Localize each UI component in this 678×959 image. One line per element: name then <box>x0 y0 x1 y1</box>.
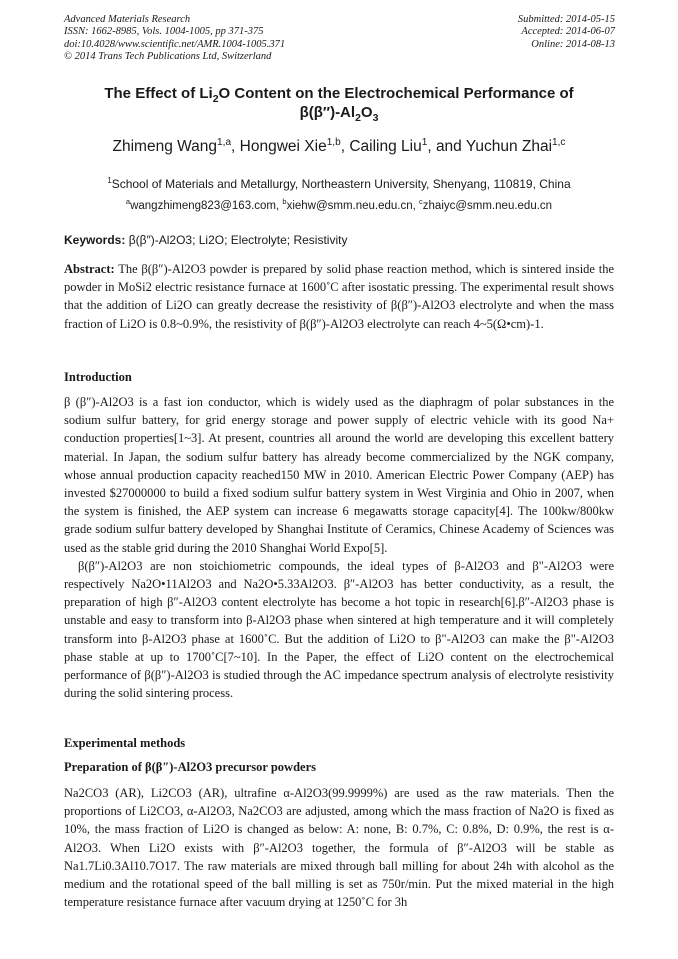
affiliation: $^1$School of Materials and Metallurgy, Northeastern University, Shenyang, 110819, China <box>107 176 571 191</box>
email-link[interactable]: zhaiyc@smm.neu.edu.cn <box>422 200 553 212</box>
issn-line: ISSN: 1662-8985, Vols. 1004-1005, pp 371-375 <box>64 26 264 38</box>
email-link[interactable]: xiehw@smm.neu.edu.cn <box>286 200 413 212</box>
author-list: Zhimeng Wang$^{1,a}$, Hongwei Xie$^{1,b}$, Cailing Liu$^1$, and Yuchun Zhai$^{1,c}$ <box>112 136 566 155</box>
author-emails: $^a$wangzhimeng823@163.com, $^b$xiehw@smm.neu.edu.cn, $^c$zhaiyc@smm.neu.edu.cn <box>125 197 553 212</box>
introduction-body <box>64 393 614 702</box>
paper-title: The Effect of $Li_2O$ Content on the Electrochemical Performance of $\beta(\beta'')-Al_2O_3$ <box>104 85 574 124</box>
journal-header-left <box>64 14 285 63</box>
author: Zhimeng Wang <box>112 138 218 155</box>
experimental-body <box>64 784 614 911</box>
author: Hongwei Xie <box>239 138 327 155</box>
paragraph: β (β″)-Al2O3 is a fast ion conductor, which is widely used as the diaphragm of polar substances in the sodium sulfur battery, for grid energy storage and power supply of electric vehicle with its good Na+ conduction properties[1~3]. At present, countries all around the world are developing this excellent battery material. In Japan, the sodium sulfur battery has already become commercialized by the NGK company, whose annual production capacity reached150 MW in 2010. American Electric Power Company (AEP) has invested $27000000 to build a fixed sodium sulfur battery system in West Virginia and Ohio in 2007, when the system is finished, the AEP system can increase 6 megawatts storage capacity[4]. The 100kw/800kw grade sodium sulfur battery developed by Shanghai Institute of Ceramics, Chinese Academy of Sciences was used as the stable grid during the 2010 Shanghai World Expo[5]. <box>64 395 614 555</box>
keywords <box>64 233 347 247</box>
section-heading-experimental: Experimental methods <box>64 736 186 750</box>
doi-line: doi:10.4028/www.scientific.net/AMR.1004-1005.371 <box>64 38 286 50</box>
author: Cailing Liu <box>349 138 422 155</box>
abstract-text: The β(β″)-Al2O3 powder is prepared by solid phase reaction method, which is sintered inside the powder in MoSi2 electric resistance furnace at 1600˚C after isostatic pressing. The experimental result shows that the addition of Li2O can greatly decrease the resistivity of β(β″)-Al2O3 electrolyte and when the mass fraction of Li2O is 0.8~0.9%, the resistivity of β(β″)-Al2O3 electrolyte can reach 4~5(Ω•cm)-1. <box>64 262 614 331</box>
abstract <box>64 260 614 333</box>
journal-header-right <box>518 14 615 51</box>
paragraph: β(β″)-Al2O3 are non stoichiometric compounds, the ideal types of β-Al2O3 and β"-Al2O3 were respectively Na2O•11Al2O3 and Na2O•5.33Al2O3. β″-Al2O3 has better conductivity, as a result, the preparation of high β″-Al2O3 content electrolyte has become a hot topic in research[6].β″-Al2O3 phase is unstable and easy to transform into β-Al2O3 phase when sintered at high temperature and it will completely transform into β-Al2O3 phase at 1600˚C. But the addition of Li2O to β"-Al2O3 can make the β"-Al2O3 phase stable at up to 1700˚C[7~10]. In the Paper, the effect of Li2O content on the electrochemical performance of β(β″)-Al2O3 is studied through the AC impedance spectrum analysis of electrolyte resistivity during the solid sintering process. <box>64 558 614 701</box>
subsection-heading: Preparation of β(β″)-Al2O3 precursor powders <box>64 760 316 774</box>
keywords-text: β(β″)-Al2O3; Li2O; Electrolyte; Resistivity <box>125 233 348 247</box>
copyright-line: © 2014 Trans Tech Publications Ltd, Switzerland <box>64 50 272 62</box>
paragraph: Na2CO3 (AR), Li2CO3 (AR), ultrafine α-Al2O3(99.9999%) are used as the raw materials. Then the proportions of Li2CO3, α-Al2O3, Na2CO3 are adjusted, among which the mass fraction of Na2O is fixed as 10%, the mass fraction of Li2O is changed as below: A: none, B: 0.7%, C: 0.8%, D: 0.9%, the rest is α-Al2O3. When Li2O exists with β″-Al2O3 together, the formula of β″-Al2O3 will be stable as Na1.7Li0.3Al10.7O17. The raw materials are mixed through ball milling for about 24h with alcohol as the medium and the rotational speed of the ball milling is set as 750r/min. Put the mixed material in the high temperature resistance furnace after vacuum drying at 1250˚C for 3h <box>64 786 614 910</box>
abstract-label: Abstract: <box>64 262 115 276</box>
section-heading-introduction: Introduction <box>64 370 132 384</box>
online-date: Online: 2014-08-13 <box>531 38 615 50</box>
journal-name: Advanced Materials Research <box>64 14 191 25</box>
submitted-date: Submitted: 2014-05-15 <box>517 14 615 25</box>
accepted-date: Accepted: 2014-06-07 <box>521 26 615 38</box>
email-link[interactable]: wangzhimeng823@163.com <box>130 200 277 212</box>
keywords-label: Keywords: <box>64 233 126 247</box>
author: Yuchun Zhai <box>465 138 553 155</box>
